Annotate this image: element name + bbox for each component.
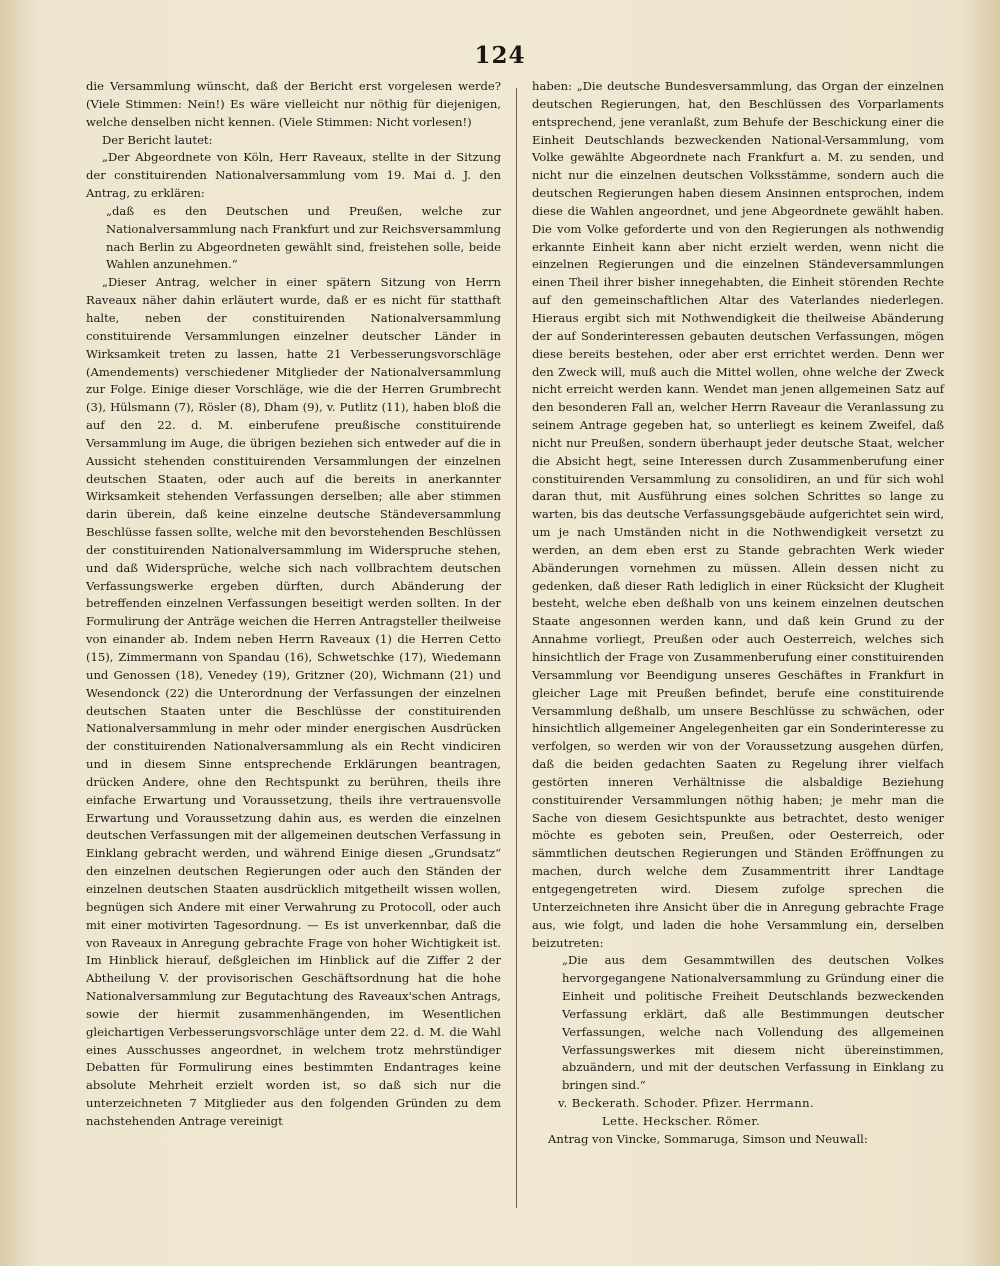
paragraph-amendments: „Dieser Antrag, welcher in einer spätern Sitzung von Herrn Raveaux näher dahin erläutert wurde, daß er es nicht für statthaft halte, neben der constituirenden Nationalversammlung constituirende Versammlungen einzelner deutscher Länder in Wirksamkeit treten zu lassen, hatte 21 Verbesserungsvorschläge (Amendements) verschiedener Mitglieder der Nationalversammlung zur Folge. Einige dieser Vorschläge, wie die der Herren Grumbrecht (3), Hülsmann (7), Rösler (8), Dham (9), v. Putlitz (11), haben bloß die auf den 22. d. M. einberufene preußische constituirende Versammlung im Auge, die übrigen beziehen sich entweder auf die in Aussicht stehenden constituirenden Versammlungen der einzelnen deutschen Staaten, oder auch auf die bereits in anerkannter Wirksamkeit stehenden Verfassungen derselben; alle aber stimmen darin überein, daß keine einzelne deutsche Ständeversammlung Beschlüsse fassen sollte, welche mit den bevorstehenden Beschlüssen der constituirenden Nationalversammlung im Widerspruche stehen, und daß Widersprüche, welche sich nach vollbrachtem deutschen Verfassungswerke ergeben dürften, durch Abänderung der betreffenden einzelnen Verfassungen beseitigt werden sollten. In der Formulirung der Anträge weichen die Herren Antragsteller theilweise von einander ab. Indem neben Herrn Raveaux (1) die Herren Cetto (15), Zimmermann von Spandau (16), Schwetschke (17), Wiedemann und Genossen (18), Venedey (19), Gritzner (20), Wichmann (21) und Wesendonck (22) die Unterordnung der Verfassungen der einzelnen deutschen Staaten unter die Beschlüsse der constituirenden Nationalversammlung in mehr oder minder energischen Ausdrücken der constituirenden Nationalversammlung als ein Recht vindiciren und in diesem Sinne entsprechende Erklärungen beantragen, drücken Andere, ohne den Rechtspunkt zu berühren, theils ihre einfache Erwartung und Voraussetzung, theils ihre vertrauensvolle Erwartung und Voraussetzung dahin aus, es werden die einzelnen deutschen Verfassungen mit der allgemeinen deutschen Verfassung in Einklang gebracht werden, und während Einige diesen „Grundsatz“ den einzelnen deutschen Regierungen oder auch den Ständen der einzelnen deutschen Staaten ausdrücklich mitgetheilt wissen wollen, begnügen sich Andere mit einer Verwahrung zu Protocoll, oder auch mit einer motivirten Tagesordnung. — Es ist unverkennbar, daß die von Raveaux in Anregung gebrachte Frage von hoher Wichtigkeit ist. Im Hinblick hierauf, deßgleichen im Hinblick auf die Ziffer 2 der Abtheilung V. der provisorischen Geschäftsordnung hat die hohe Nationalversammlung zur Begutachtung des Raveaux'schen Antrags, sowie der hiermit zusammenhängenden, im Wesentlichen gleichartigen Verbesserungsvorschläge unter dem 22. d. M. die Wahl eines Ausschusses angeordnet, in welchem trotz mehrstündiger Debatten für Formulirung eines bestimmten Endantrages keine absolute Mehrheit erzielt worden ist, so daß sich nur die unterzeichneten 7 Mitglieder aus den folgenden Gründen zu dem nachstehenden Antrage vereinigt xyxy=(86,275,501,1128)
right-column xyxy=(532,78,944,1149)
quoted-motion: „daß es den Deutschen und Preußen, welche zur Nationalversammlung nach Frankfurt und zur Reichsversammlung nach Berlin zu Abgeordneten gewählt sind, freistehen solle, beide Wahlen anzunehmen.“ xyxy=(106,203,501,272)
signatories-line-1: v. Beckerath. Schoder. Pfizer. Herrmann. xyxy=(558,1096,815,1111)
left-column xyxy=(86,78,501,1131)
signatories-line-2: Lette. Heckscher. Römer. xyxy=(602,1113,761,1128)
motion-heading: Antrag von Vincke, Sommaruga, Simson und Neuwall: xyxy=(548,1131,868,1146)
paragraph-opening: die Versammlung wünscht, daß der Bericht erst vorgelesen werde? (Viele Stimmen: Nein!) Es wäre vielleicht nur nöthig für diejenigen, welche denselben nicht kennen. (Viele Stimmen: Nicht vorlesen!) xyxy=(86,79,501,129)
paragraph-raveaux-motion: „Der Abgeordnete von Köln, Herr Raveaux, stellte in der Sitzung der constituirenden Nationalversammlung vom 19. Mai d. J. den Antrag, zu erklären: xyxy=(86,150,501,201)
quoted-resolution: „Die aus dem Gesammtwillen des deutschen Volkes hervorgegangene Nationalversammlung zu Gründung einer die Einheit und politische Freiheit Deutschlands bezweckenden Verfassung erklärt, daß alle Bestimmungen deutscher Verfassungen, welche nach Vollendung des allgemeinen Verfassungswerkes mit diesem nicht übereinstimmen, abzuändern, und mit der deutschen Verfassung in Einklang zu bringen sind.“ xyxy=(562,953,944,1093)
page-number: 124 xyxy=(474,42,526,69)
column-divider xyxy=(516,88,517,1208)
paragraph-report-heading: Der Bericht lautet: xyxy=(102,132,213,147)
paragraph-continuation: haben: „Die deutsche Bundesversammlung, das Organ der einzelnen deutschen Regierungen, hat, den Beschlüssen des Vorparlaments entsprechend, jene veranlaßt, zum Behufe der Beschickung einer die Einheit Deutschlands bezweckenden National-Versammlung, vom Volke gewählte Abgeordnete nach Frankfurt a. M. zu senden, und nicht nur die einzelnen deutschen Volksstämme, sondern auch die deutschen Regierungen haben diesem Ansinnen entsprochen, indem diese die Wahlen angeordnet, und jene Abgeordnete gewählt haben. Die vom Volke geforderte und von den Regierungen als nothwendig erkannte Einheit kann aber nicht erzielt werden, wenn nicht die einzelnen Regierungen und die einzelnen Ständeversammlungen einen Theil ihrer bisher innegehabten, die Einheit störenden Rechte auf den gemeinschaftlichen Altar des Vaterlandes niederlegen. Hieraus ergibt sich mit Nothwendigkeit die theilweise Abänderung der auf Sonderinteressen gebauten deutschen Verfassungen, mögen diese bereits bestehen, oder aber erst errichtet werden. Denn wer den Zweck will, muß auch die Mittel wollen, ohne welche der Zweck nicht erreicht werden kann. Wendet man jenen allgemeinen Satz auf den besonderen Fall an, welcher Herrn Raveaur die Veranlassung zu seinem Antrage gegeben hat, so unterliegt es keinem Zweifel, daß nicht nur Preußen, sondern überhaupt jeder deutsche Staat, welcher die Absicht hegt, seine Interessen durch Zusammenberufung einer constituirenden Versammlung zu consolidiren, an und für sich wohl daran thut, mit Ausführung eines solchen Schrittes so lange zu warten, bis das deutsche Verfassungsgebäude aufgerichtet sein wird, um je nach Umständen nicht in die Nothwendigkeit versetzt zu werden, an dem eben erst zu Stande gebrachten Werk wieder Abänderungen vornehmen zu müssen. Allein dessen nicht zu gedenken, daß dieser Rath lediglich in einer Rücksicht der Klugheit besteht, welche eben deßhalb von uns keinem einzelnen deutschen Staate angesonnen werden kann, und daß kein Grund zu der Annahme vorliegt, Preußen oder auch Oesterreich, welches sich hinsichtlich der Frage von Zusammenberufung einer constituirenden Versammlung vor Beendigung unseres Geschäftes in Frankfurt in gleicher Lage mit Preußen befindet, berufe eine constituirende Versammlung deßhalb, um unsere Beschlüsse zu schwächen, oder hinsichtlich allgemeiner Angelegenheiten gar ein Sonderinteresse zu verfolgen, so werden wir von der Voraussetzung ausgehen dürfen, daß die beiden gedachten Saaten zu Regelung ihrer vielfach gestörten inneren Verhältnisse die alsbaldige Beziehung constituirender Versammlungen nöthig haben; je mehr man die Sache von diesem Gesichtspunkte aus betrachtet, desto weniger möchte es geboten sein, Preußen, oder Oesterreich, oder sämmtlichen deutschen Regierungen und Ständen Eröffnungen zu machen, durch welche dem Zusammentritt ihrer Landtage entgegengetreten wird. Diesem zufolge sprechen die Unterzeichneten ihre Ansicht über die in Anregung gebrachte Frage aus, wie folgt, und laden die hohe Versammlung ein, derselben beizutreten: xyxy=(532,79,944,950)
